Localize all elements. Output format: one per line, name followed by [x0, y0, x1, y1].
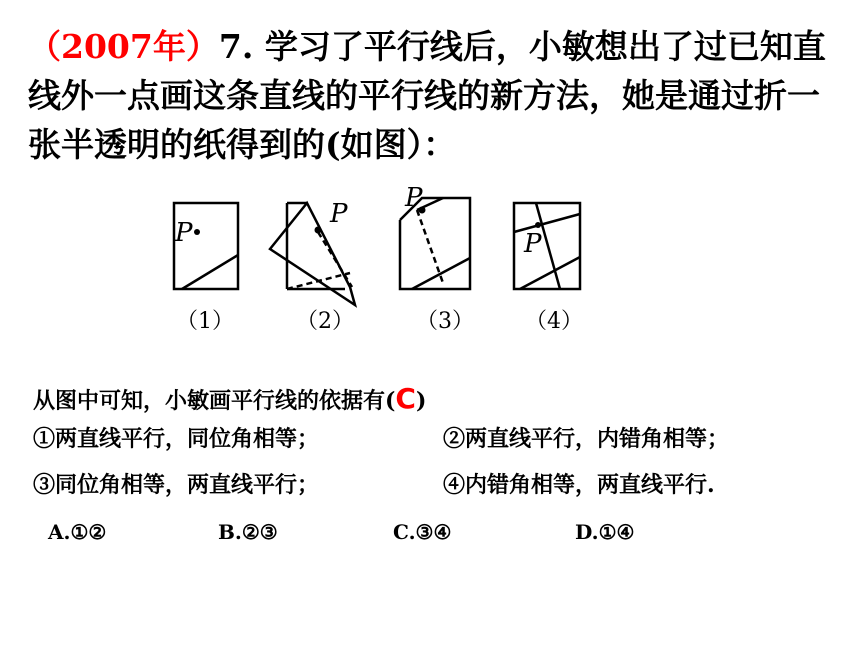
point-p [194, 229, 200, 235]
choice-b[interactable]: B.②③ [218, 520, 278, 544]
point-p-label: P [524, 229, 542, 259]
figures-svg [160, 180, 590, 340]
figure-4-label: （4） [525, 309, 583, 334]
conclusion-prefix: 从图中可知，小敏画平行线的依据有( [33, 388, 396, 414]
figure-2 [270, 199, 355, 334]
conclusion-suffix: ) [415, 388, 427, 414]
figure-4 [514, 203, 583, 334]
question-number: 7. [218, 27, 254, 66]
given-line [520, 257, 580, 289]
folding-figures [160, 180, 590, 340]
question-text [28, 22, 838, 169]
figure-3-label: （3） [416, 309, 474, 334]
point-p-label: P [175, 218, 193, 248]
given-line [412, 258, 470, 289]
fold-line [417, 210, 443, 283]
figure-1 [174, 203, 238, 334]
figure-2-label: （2） [296, 309, 354, 334]
point-p [535, 222, 541, 228]
fold-line [287, 273, 350, 289]
question-body: 学习了平行线后，小敏想出了过已知直线外一点画这条直线的平行线的新方法，她是通过折一张半透明的纸得到的(如图）： [28, 27, 826, 164]
choice-c[interactable]: C.③④ [393, 520, 452, 544]
question-year: （2007年） [28, 27, 219, 66]
conclusion-line [33, 382, 426, 415]
statement-2: ②两直线平行，内错角相等； [443, 426, 730, 452]
choice-d[interactable]: D.①④ [575, 520, 635, 544]
point-p [315, 227, 322, 234]
choice-a[interactable]: A.①② [48, 520, 107, 544]
statement-1: ①两直线平行，同位角相等； [33, 426, 320, 452]
answer-mark: C [395, 382, 416, 415]
figure-1-label: （1） [176, 309, 234, 334]
given-line [182, 255, 238, 289]
point-p-label: P [405, 183, 423, 213]
figure-3 [400, 183, 474, 334]
point-p-label: P [330, 199, 348, 229]
statement-4: ④内错角相等，两直线平行. [443, 472, 715, 498]
statement-3: ③同位角相等，两直线平行； [33, 472, 320, 498]
